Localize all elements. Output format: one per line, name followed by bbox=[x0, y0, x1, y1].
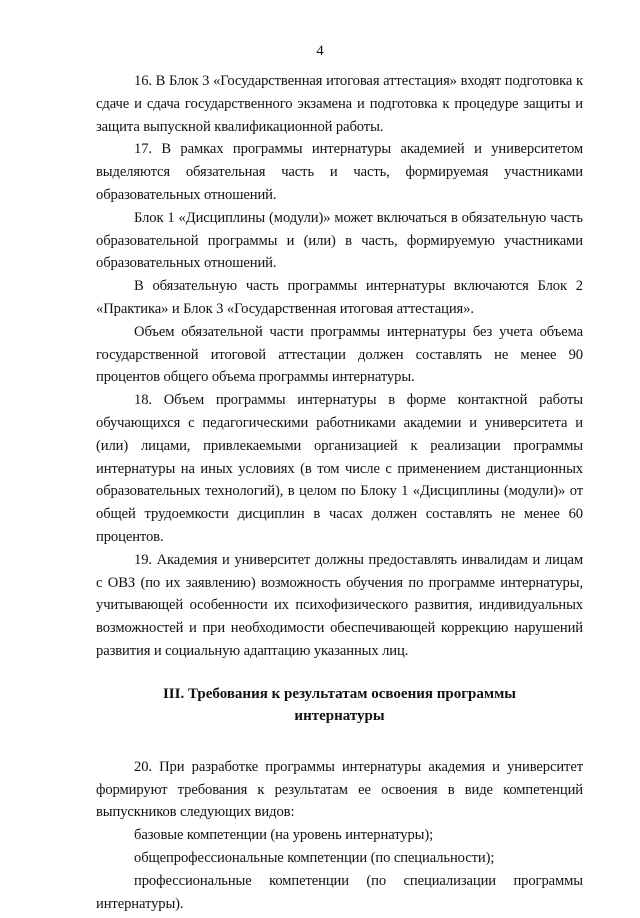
paragraph-mandatory-part: В обязательную часть программы интернатуры включаются Блок 2 «Практика» и Блок 3 «Государственная итоговая аттестация». bbox=[96, 278, 583, 317]
paragraph-20: 20. При разработке программы интернатуры академия и университет формируют требования к результатам ее освоения в виде компетенций выпускников следующих видов: bbox=[96, 758, 583, 821]
paragraph-19: 19. Академия и университет должны предоставлять инвалидам и лицам с ОВЗ (по их заявлению) возможность обучения по программе интернатуры, учитывающей особенности их психофизического развития, индивидуальных возможностей и при необходимости обеспечивающей коррекцию нарушений развития и социальную адаптацию указанных лиц. bbox=[96, 551, 583, 659]
paragraph-18: 18. Объем программы интернатуры в форме контактной работы обучающихся с педагогическими работниками академии и университета и (или) лицами, привлекаемыми организацией к реализации программы интернатуры на иных условиях (в том числе с применением дистанционных образовательных технологий), в целом по Блоку 1 «Дисциплины (модули)» от общей трудоемкости дисциплин в часах должен составлять не менее 60 процентов. bbox=[96, 392, 583, 545]
document-body bbox=[96, 70, 583, 915]
paragraph-17: 17. В рамках программы интернатуры академией и университетом выделяются обязательная часть и часть, формируемая участниками образовательных отношений. bbox=[96, 141, 583, 203]
competency-item: базовые компетенции (на уровень интернатуры); bbox=[134, 827, 434, 844]
competency-item: профессиональные компетенции (по специализации программы интернатуры). bbox=[96, 872, 583, 912]
competency-item: общепрофессиональные компетенции (по специальности); bbox=[134, 849, 495, 866]
paragraph-block1: Блок 1 «Дисциплины (модули)» может включаться в обязательную часть образовательной программы и (или) в часть, формируемую участниками образовательных отношений. bbox=[96, 209, 583, 272]
paragraph-16: 16. В Блок 3 «Государственная итоговая аттестация» входят подготовка к сдаче и сдача государственного экзамена и подготовка к процедуре защиты и защита выпускной квалификационной работы. bbox=[96, 73, 583, 135]
page-number: 4 bbox=[316, 43, 324, 59]
paragraph-volume: Объем обязательной части программы интернатуры без учета объема государственной итоговой аттестации должен составлять не менее 90 процентов общего объема программы интернатуры. bbox=[96, 323, 583, 386]
section-heading: III. Требования к результатам освоения программы интернатуры bbox=[162, 685, 517, 724]
